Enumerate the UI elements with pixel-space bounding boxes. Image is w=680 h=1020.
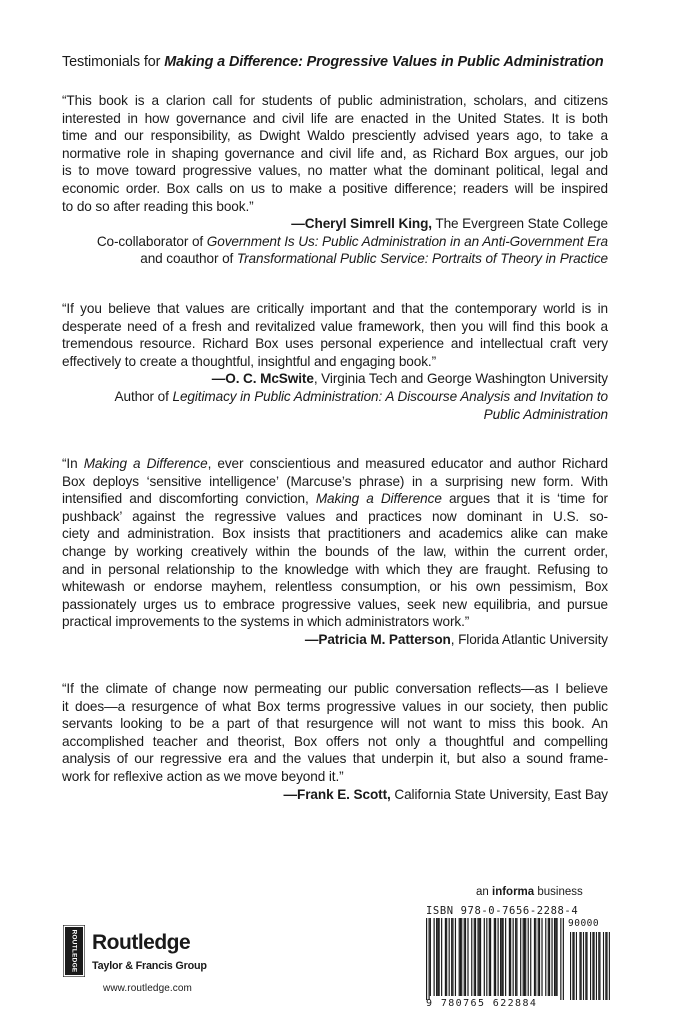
barcode-bar bbox=[549, 918, 550, 996]
barcode-bar bbox=[441, 918, 442, 996]
testimonial-body bbox=[62, 680, 608, 786]
testimonial-body bbox=[62, 92, 608, 215]
barcode-bar bbox=[515, 918, 516, 996]
testimonial-body bbox=[62, 300, 608, 370]
quote-line: change by working creatively within the bounds of the law, within the current order, bbox=[62, 543, 608, 559]
addon-bar bbox=[576, 932, 577, 1000]
note-prefix: and coauthor of bbox=[140, 251, 237, 267]
quote-line: practical improvements to the systems in which administrators work.” bbox=[62, 614, 470, 630]
barcode-bar bbox=[486, 918, 487, 996]
addon-bar bbox=[596, 932, 597, 1000]
publisher-name: Routledge bbox=[92, 931, 191, 954]
heading-title: Making a Difference: Progressive Values in Public Administration bbox=[164, 54, 604, 70]
barcode-bar bbox=[477, 918, 478, 996]
addon-bar bbox=[570, 932, 571, 1000]
heading-prefix: Testimonials for bbox=[62, 54, 165, 70]
author-affiliation: , Florida Atlantic University bbox=[450, 631, 608, 647]
quote-line: interested in how governance and civil life are enacted in the United States. It is both bbox=[62, 110, 608, 126]
barcode-bar bbox=[560, 918, 561, 1000]
barcode-bar bbox=[554, 918, 555, 996]
addon-bar bbox=[574, 932, 575, 1000]
addon-bar bbox=[583, 932, 584, 1000]
barcode-bar bbox=[520, 918, 521, 996]
barcode-bar bbox=[439, 918, 440, 996]
note-prefix: Author of bbox=[114, 388, 173, 404]
addon-bar bbox=[586, 932, 587, 1000]
barcode-bar bbox=[445, 918, 446, 996]
quote-fragment: intensified and discomforting conviction, bbox=[62, 491, 316, 507]
barcode-bar bbox=[461, 918, 462, 996]
quote-line: passionately urges us to embrace progressive values, seek new equilibria, and pursue bbox=[62, 596, 608, 612]
routledge-logo-icon bbox=[63, 925, 85, 977]
testimonial-king bbox=[62, 92, 608, 268]
book-title: Making a Difference bbox=[315, 491, 442, 507]
barcode-bar bbox=[551, 918, 552, 996]
barcode-bar bbox=[426, 918, 427, 1000]
quote-fragment: , ever conscientious and measured educator and author Richard bbox=[207, 456, 608, 471]
author-name: —Frank E. Scott, bbox=[283, 786, 391, 802]
barcode-bar bbox=[436, 918, 437, 996]
quote-line: servants looking to be a part of that resurgence will not want to miss this book. An bbox=[62, 716, 608, 732]
quote-line: it does—a resurgence of what Box terms progressive values in our society, then public bbox=[62, 698, 608, 714]
barcode-bar bbox=[495, 918, 496, 996]
quote-line: accomplished teacher and theorist, Box offers not only a thoughtful and compelling bbox=[62, 733, 608, 749]
note-prefix: Co-collaborator of bbox=[96, 233, 207, 249]
author-affiliation: California State University, East Bay bbox=[390, 786, 608, 802]
barcode-bar bbox=[446, 918, 447, 996]
barcode-bar bbox=[464, 918, 465, 996]
publisher-group: Taylor & Francis Group bbox=[92, 960, 207, 972]
author-name: —O. C. McSwite bbox=[211, 371, 314, 387]
note-title: Legitimacy in Public Administration: A Discourse Analysis and Invitation to bbox=[172, 388, 608, 404]
barcode-bar bbox=[429, 918, 430, 1000]
addon-bar bbox=[579, 932, 580, 1000]
barcode-bar bbox=[498, 918, 499, 996]
author-note bbox=[62, 406, 608, 424]
author-affiliation: The Evergreen State College bbox=[431, 216, 608, 232]
barcode-bar bbox=[501, 918, 502, 996]
author-note bbox=[62, 233, 608, 251]
addon-bar bbox=[603, 932, 604, 1000]
barcode-bar bbox=[524, 918, 525, 996]
addon-bar bbox=[606, 932, 607, 1000]
barcode-bar bbox=[479, 918, 480, 996]
quote-line: “This book is a clarion call for students of public administration, scholars, and citizens bbox=[62, 93, 608, 108]
testimonial-attribution bbox=[62, 370, 608, 388]
informa-prefix: an bbox=[476, 886, 492, 898]
informa-brand: informa bbox=[492, 886, 535, 898]
barcode-bar bbox=[523, 918, 524, 996]
author-note bbox=[62, 388, 608, 406]
quote-line: “If the climate of change now permeating our public conversation reflects—as I believe bbox=[62, 681, 608, 696]
barcode-bar bbox=[528, 918, 529, 996]
quote-line: work for reflexive action as we move beyond it.” bbox=[62, 768, 344, 784]
logo-spine-text: ROUTLEDGE bbox=[70, 929, 78, 973]
barcode bbox=[426, 918, 610, 1000]
testimonial-scott bbox=[62, 680, 608, 803]
quote-line: ciety and administration. Box insists that practitioners and academics alike can make bbox=[62, 526, 608, 542]
barcode-bar bbox=[541, 918, 542, 996]
author-name: —Patricia M. Patterson bbox=[304, 631, 451, 647]
barcode-bar bbox=[535, 918, 536, 996]
barcode-bar bbox=[460, 918, 461, 996]
addon-bar bbox=[599, 932, 600, 1000]
barcode-bar bbox=[534, 918, 535, 996]
barcode-bar bbox=[459, 918, 460, 996]
barcode-bar bbox=[489, 918, 490, 996]
price-code: 90000 bbox=[568, 918, 600, 929]
barcode-bar bbox=[503, 918, 504, 996]
barcode-bar bbox=[516, 918, 517, 996]
quote-line: normative role in shaping governance and civil life and, as Richard Box argues, our job bbox=[62, 145, 608, 161]
quote-line: pushback’ against the regressive values and practices now dominant in U.S. so- bbox=[62, 508, 608, 524]
quote-line: time and our responsibility, as Dwight Waldo presciently advised years ago, to take a bbox=[62, 128, 608, 144]
quote-line: and in personal relationship to the knowledge with which they are fraught. Refusing to bbox=[62, 561, 608, 577]
quote-line: “If you believe that values are critically important and that the contemporary world is in bbox=[62, 301, 608, 316]
barcode-bar bbox=[530, 918, 531, 996]
addon-bar bbox=[585, 932, 586, 1000]
addon-bar bbox=[581, 932, 582, 1000]
quote-line: analysis of our regressive era and the values that underpin it, but also a sound frame- bbox=[62, 751, 608, 767]
barcode-bar bbox=[494, 918, 495, 996]
barcode-bar bbox=[490, 918, 491, 996]
author-name: —Cheryl Simrell King, bbox=[291, 216, 432, 232]
testimonial-attribution bbox=[62, 215, 608, 233]
quote-line: Box deploys ‘sensitive intelligence’ (Marcuse’s phrase) in a surprising new form. With bbox=[62, 473, 608, 489]
barcode-bar bbox=[513, 918, 514, 996]
page-heading bbox=[62, 54, 604, 70]
quote-line: is to move toward progressive values, no matter what the dominant political, legal and bbox=[62, 163, 608, 179]
addon-bar bbox=[592, 932, 593, 1000]
barcode-bar bbox=[455, 918, 456, 996]
barcode-bar bbox=[510, 918, 511, 996]
quote-line: whitewash or endorse mayhem, relentless consumption, or his own pessimism, Box bbox=[62, 579, 608, 595]
testimonial-patterson bbox=[62, 455, 608, 649]
barcode-bar bbox=[452, 918, 453, 996]
barcode-bar bbox=[563, 918, 564, 1000]
addon-bar bbox=[609, 932, 610, 1000]
quote-line: economic order. Box calls on us to make a positive difference; readers will be inspired bbox=[62, 180, 608, 196]
barcode-bar bbox=[474, 918, 475, 996]
barcode-bar bbox=[434, 918, 435, 996]
publisher-url: www.routledge.com bbox=[103, 983, 192, 994]
barcode-bar bbox=[430, 918, 431, 996]
quote-line: tremendous resource. Richard Box uses personal experience and intellectual craft very bbox=[62, 336, 608, 352]
addon-bar bbox=[605, 932, 606, 1000]
barcode-bar bbox=[538, 918, 539, 996]
quote-line bbox=[62, 490, 608, 508]
barcode-bar bbox=[475, 918, 476, 996]
testimonial-attribution bbox=[62, 786, 608, 804]
barcode-bar bbox=[465, 918, 466, 996]
barcode-bar bbox=[500, 918, 501, 996]
informa-suffix: business bbox=[534, 886, 583, 898]
barcode-bar bbox=[451, 918, 452, 996]
testimonial-attribution bbox=[62, 631, 608, 649]
note-title: Government Is Us: Public Administration in an Anti-Government Era bbox=[206, 233, 608, 249]
barcode-bar bbox=[505, 918, 506, 996]
barcode-bar bbox=[471, 918, 472, 996]
addon-bar bbox=[598, 932, 599, 1000]
author-affiliation: , Virginia Tech and George Washington University bbox=[313, 371, 608, 387]
addon-bar bbox=[572, 932, 573, 1000]
barcode-bar bbox=[467, 918, 468, 996]
barcode-bar bbox=[539, 918, 540, 996]
barcode-bar bbox=[555, 918, 556, 996]
barcode-digits: 9 780765 622884 bbox=[426, 998, 538, 1009]
barcode-bar bbox=[484, 918, 485, 996]
quote-fragment: “In bbox=[62, 456, 84, 471]
barcode-bar bbox=[437, 918, 438, 996]
testimonial-body bbox=[62, 455, 608, 631]
quote-line: to do so after reading this book.” bbox=[62, 198, 254, 214]
addon-bar bbox=[594, 932, 595, 1000]
quote-line: effectively to create a thoughtful, insightful and engaging book.” bbox=[62, 353, 437, 369]
book-title: Making a Difference bbox=[83, 456, 208, 471]
informa-tagline bbox=[476, 886, 583, 898]
note-title: Public Administration bbox=[483, 406, 608, 422]
barcode-bar bbox=[509, 918, 510, 996]
quote-line: desperate need of a fresh and revitalized value framework, then you will find this book a bbox=[62, 318, 608, 334]
quote-fragment: argues that it is ‘time for bbox=[441, 491, 608, 507]
quote-line bbox=[62, 455, 608, 473]
testimonial-mcswite bbox=[62, 300, 608, 423]
note-title: Transformational Public Service: Portraits of Theory in Practice bbox=[236, 251, 608, 267]
barcode-bar bbox=[525, 918, 526, 996]
barcode-bar bbox=[480, 918, 481, 996]
barcode-bar bbox=[548, 918, 549, 996]
barcode-bar bbox=[449, 918, 450, 996]
addon-bar bbox=[590, 932, 591, 1000]
author-note bbox=[62, 250, 608, 268]
isbn-text: ISBN 978-0-7656-2288-4 bbox=[426, 905, 579, 917]
barcode-bar bbox=[545, 918, 546, 996]
barcode-bar bbox=[556, 918, 557, 996]
